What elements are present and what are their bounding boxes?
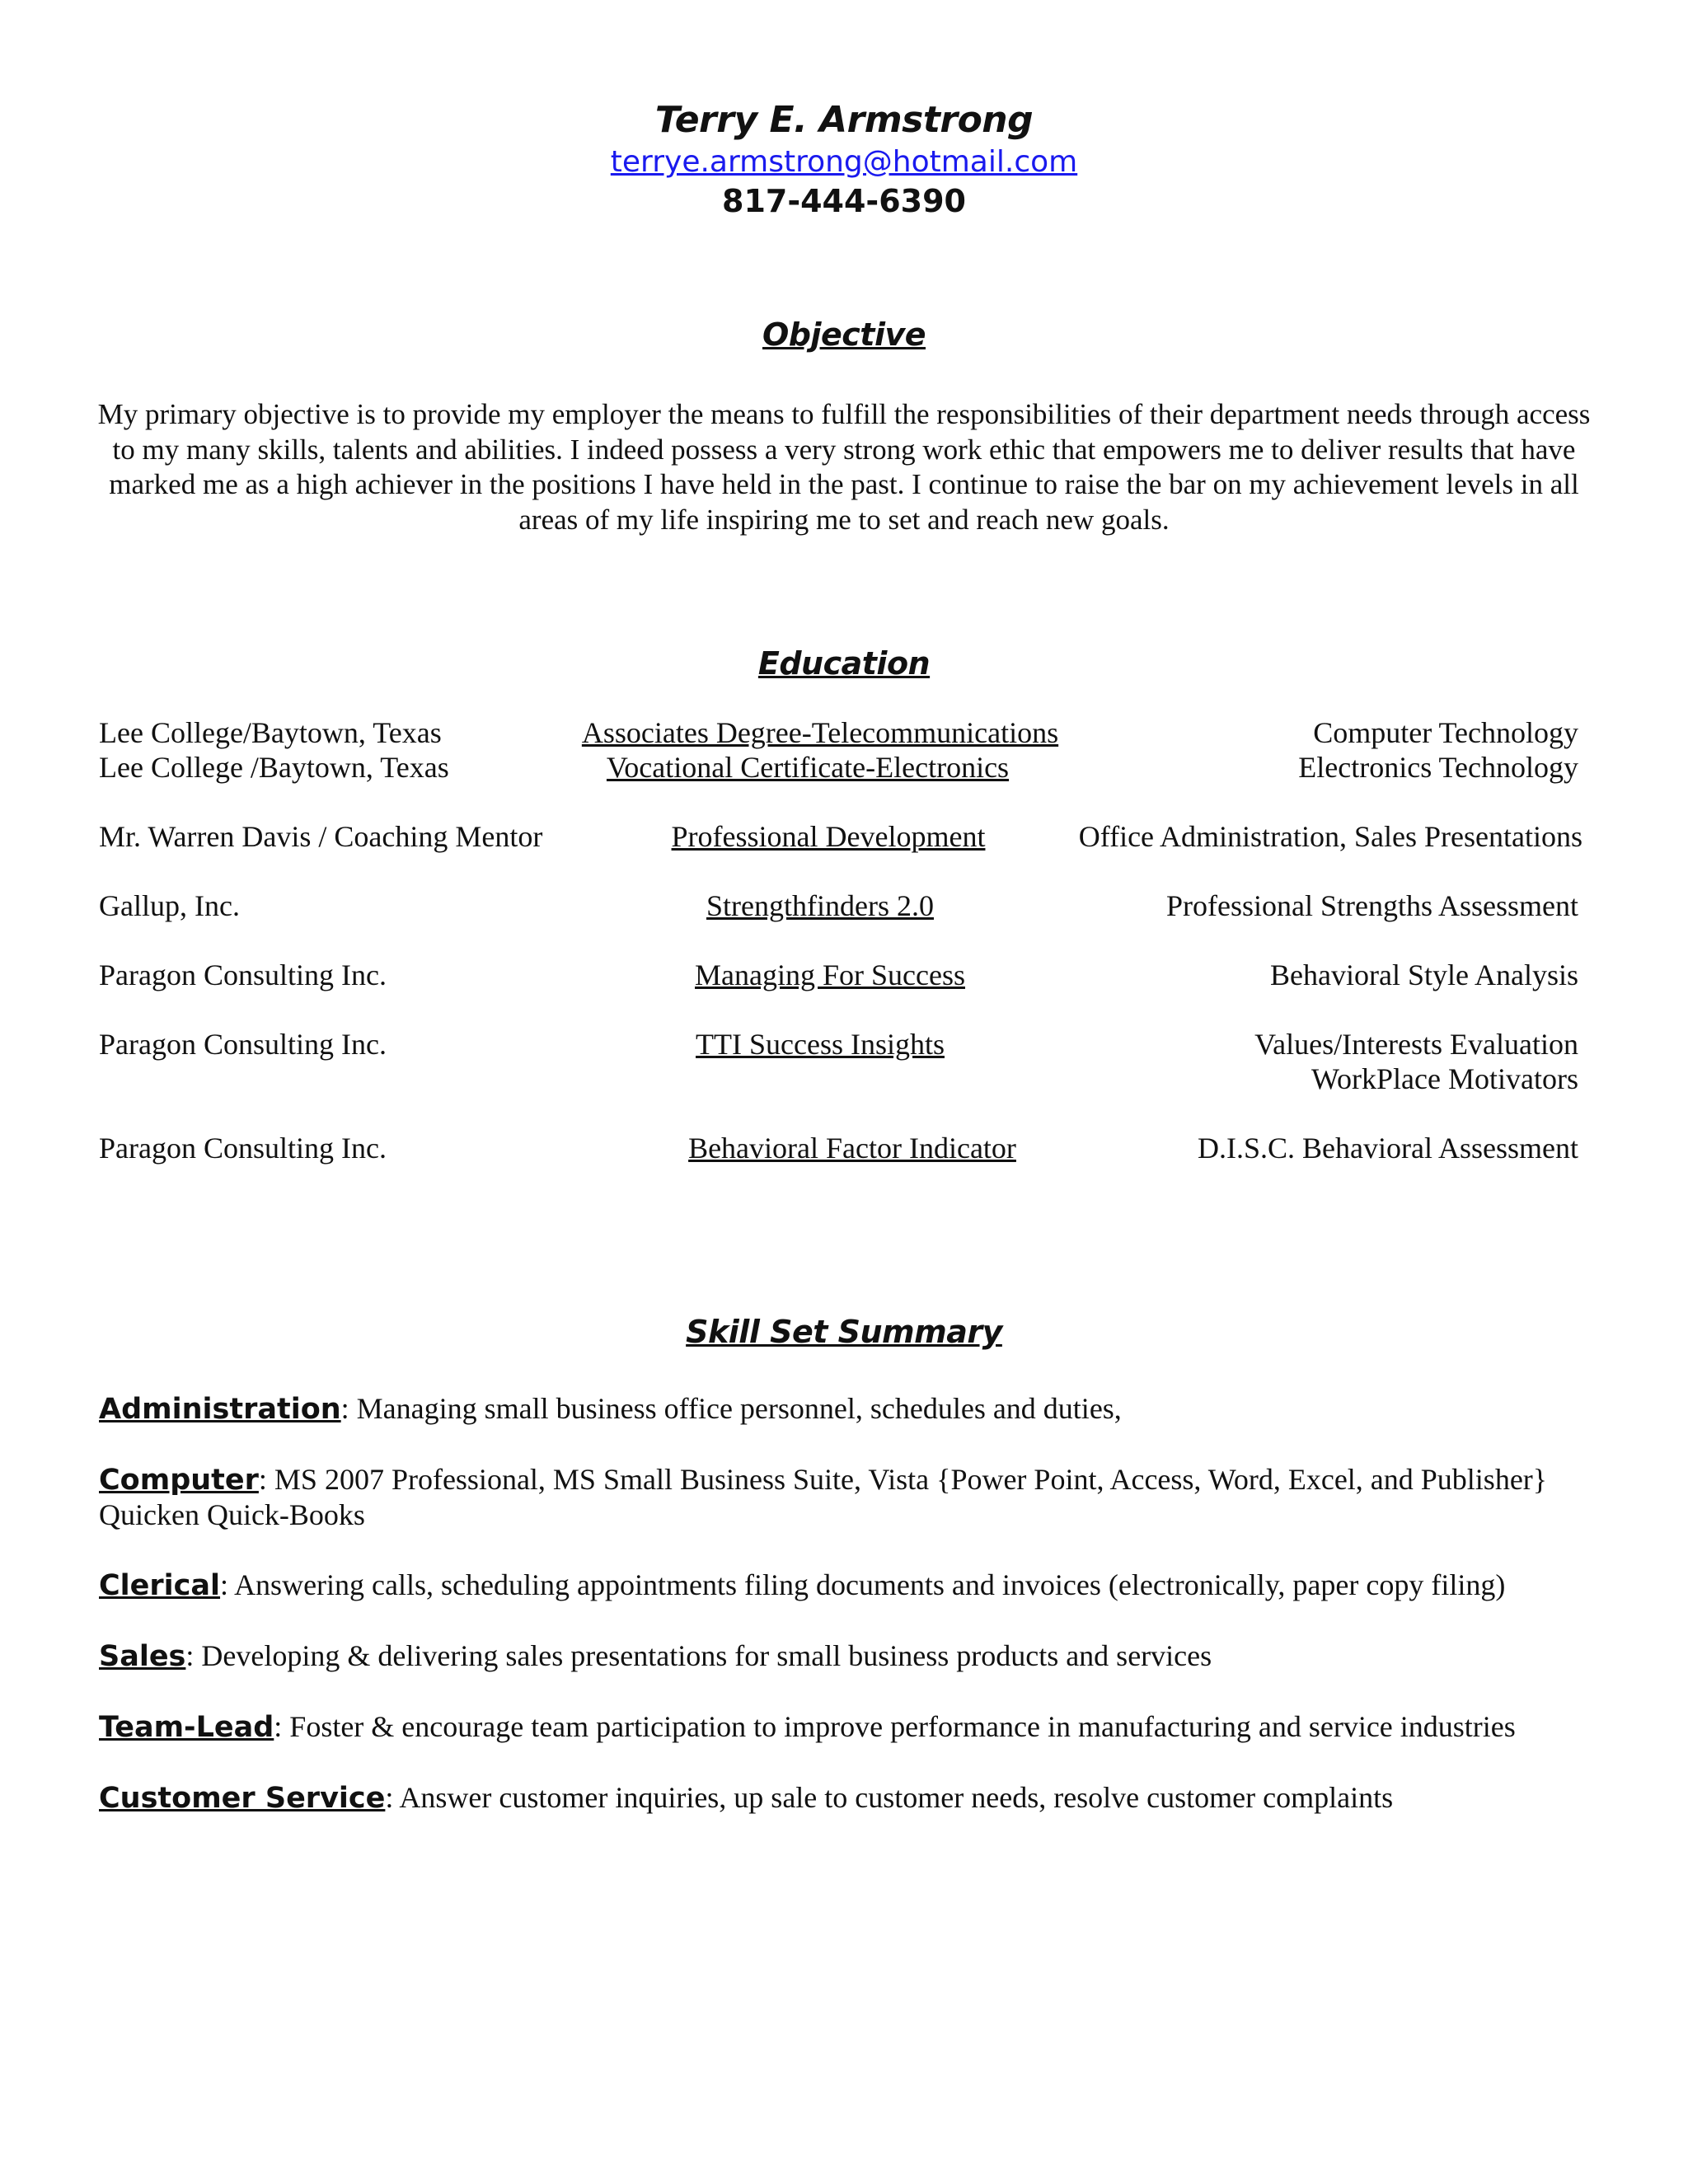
skill-description: : Answering calls, scheduling appointments filing documents and invoices (electronically, paper copy filing) [220,1568,1506,1601]
education-field: WorkPlace Motivators [1311,1062,1578,1095]
email-link[interactable]: terrye.armstrong@hotmail.com [610,145,1078,179]
education-program: Strengthfinders 2.0 [706,889,934,922]
resume-header [0,97,1688,221]
skill-label: Team-Lead [99,1711,274,1744]
education-row [99,819,1582,854]
skill-description: : MS 2007 Professional, MS Small Business Suite, Vista {Power Point, Access, Word, Excel, and Publisher} Quicken Quick-Books [99,1463,1548,1531]
education-row [99,888,1578,923]
skill-label: Sales [99,1640,186,1673]
skill-description: : Foster & encourage team participation to improve performance in manufacturing and service industries [274,1710,1516,1743]
skill-item [99,1568,1582,1603]
education-institution: Gallup, Inc. [99,889,240,922]
education-institution: Lee College/Baytown, Texas [99,716,442,749]
education-program: Behavioral Factor Indicator [688,1132,1016,1165]
skill-label: Clerical [99,1569,221,1602]
education-institution: Paragon Consulting Inc. [99,1028,387,1061]
skills-heading: Skill Set Summary [686,1314,1002,1350]
education-field: D.I.S.C. Behavioral Assessment [1198,1132,1578,1165]
education-program: Professional Development [671,820,986,853]
education-field: Values/Interests Evaluation [1254,1028,1578,1061]
education-field: Professional Strengths Assessment [1166,889,1578,922]
skills-list [99,1391,1582,1851]
skill-description: : Answer customer inquiries, up sale to customer needs, resolve customer complaints [385,1781,1394,1814]
skill-item [99,1638,1582,1674]
education-institution: Mr. Warren Davis / Coaching Mentor [99,820,543,853]
education-field: Computer Technology [1313,716,1578,749]
objective-heading: Objective [762,316,926,353]
education-row [99,1131,1578,1165]
education-field: Electronics Technology [1298,751,1578,784]
education-heading: Education [757,645,931,682]
education-row [99,1062,1578,1096]
skill-item [99,1780,1582,1816]
education-program: Associates Degree-Telecommunications [581,716,1059,749]
skill-item [99,1391,1582,1427]
education-row [99,715,1578,750]
skill-label: Administration [99,1393,341,1426]
skill-item [99,1462,1582,1532]
skill-description: : Developing & delivering sales presentations for small business products and services [185,1639,1212,1672]
education-program: Managing For Success [695,958,965,991]
education-institution: Lee College /Baytown, Texas [99,751,449,784]
education-program: TTI Success Insights [696,1028,945,1061]
skill-label: Customer Service [99,1782,386,1815]
education-field: Office Administration, Sales Presentations [1078,820,1582,853]
education-row [99,1027,1578,1062]
phone-number: 817-444-6390 [722,183,966,219]
skill-item [99,1709,1582,1745]
education-institution: Paragon Consulting Inc. [99,1132,387,1165]
skill-description: : Managing small business office personnel, schedules and duties, [340,1392,1122,1425]
education-institution: Paragon Consulting Inc. [99,958,387,991]
objective-text: My primary objective is to provide my employer the means to fulfill the responsibilities of their department needs through access to my many skills, talents and abilities. I indeed possess a very strong work ethic that empowers me to deliver results that have marked me as a high achiever in the positions I have held in the past. I continue to raise the bar on my achievement levels in all areas of my life inspiring me to set and reach new goals. [97,398,1591,536]
education-program: Vocational Certificate-Electronics [606,751,1010,784]
education-field: Behavioral Style Analysis [1270,958,1578,991]
education-row [99,958,1578,992]
candidate-name: Terry E. Armstrong [654,99,1034,141]
education-row [99,750,1578,785]
skill-label: Computer [99,1464,259,1497]
